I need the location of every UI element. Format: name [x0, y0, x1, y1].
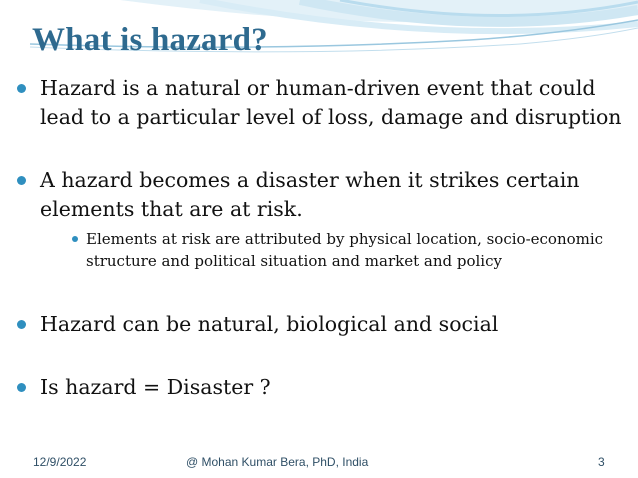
bullet-item [40, 310, 626, 339]
bullet-icon [17, 84, 26, 93]
slide-title: What is hazard? [32, 22, 268, 58]
bullet-text: Hazard can be natural, biological and social [40, 312, 499, 336]
bullet-icon [17, 383, 26, 392]
sub-bullet-item [86, 228, 626, 272]
bullet-icon [17, 320, 26, 329]
bullet-text: A hazard becomes a disaster when it strikes certain elements that are at risk. [40, 168, 580, 221]
bullet-item [40, 166, 626, 224]
bullet-item [40, 373, 626, 402]
bullet-item [40, 74, 626, 132]
sub-bullet-text: Elements at risk are attributed by physical location, socio-economic structure and political situation and market and policy [86, 230, 604, 270]
footer-author: @ Mohan Kumar Bera, PhD, India [186, 455, 369, 469]
footer-date: 12/9/2022 [33, 455, 87, 469]
bullet-icon [17, 176, 26, 185]
bullet-text: Hazard is a natural or human-driven event that could lead to a particular level of loss, damage and disruption [40, 76, 622, 129]
bullet-text: Is hazard = Disaster ? [40, 375, 271, 399]
footer-page-number: 3 [598, 455, 605, 469]
sub-bullet-icon [72, 236, 78, 242]
